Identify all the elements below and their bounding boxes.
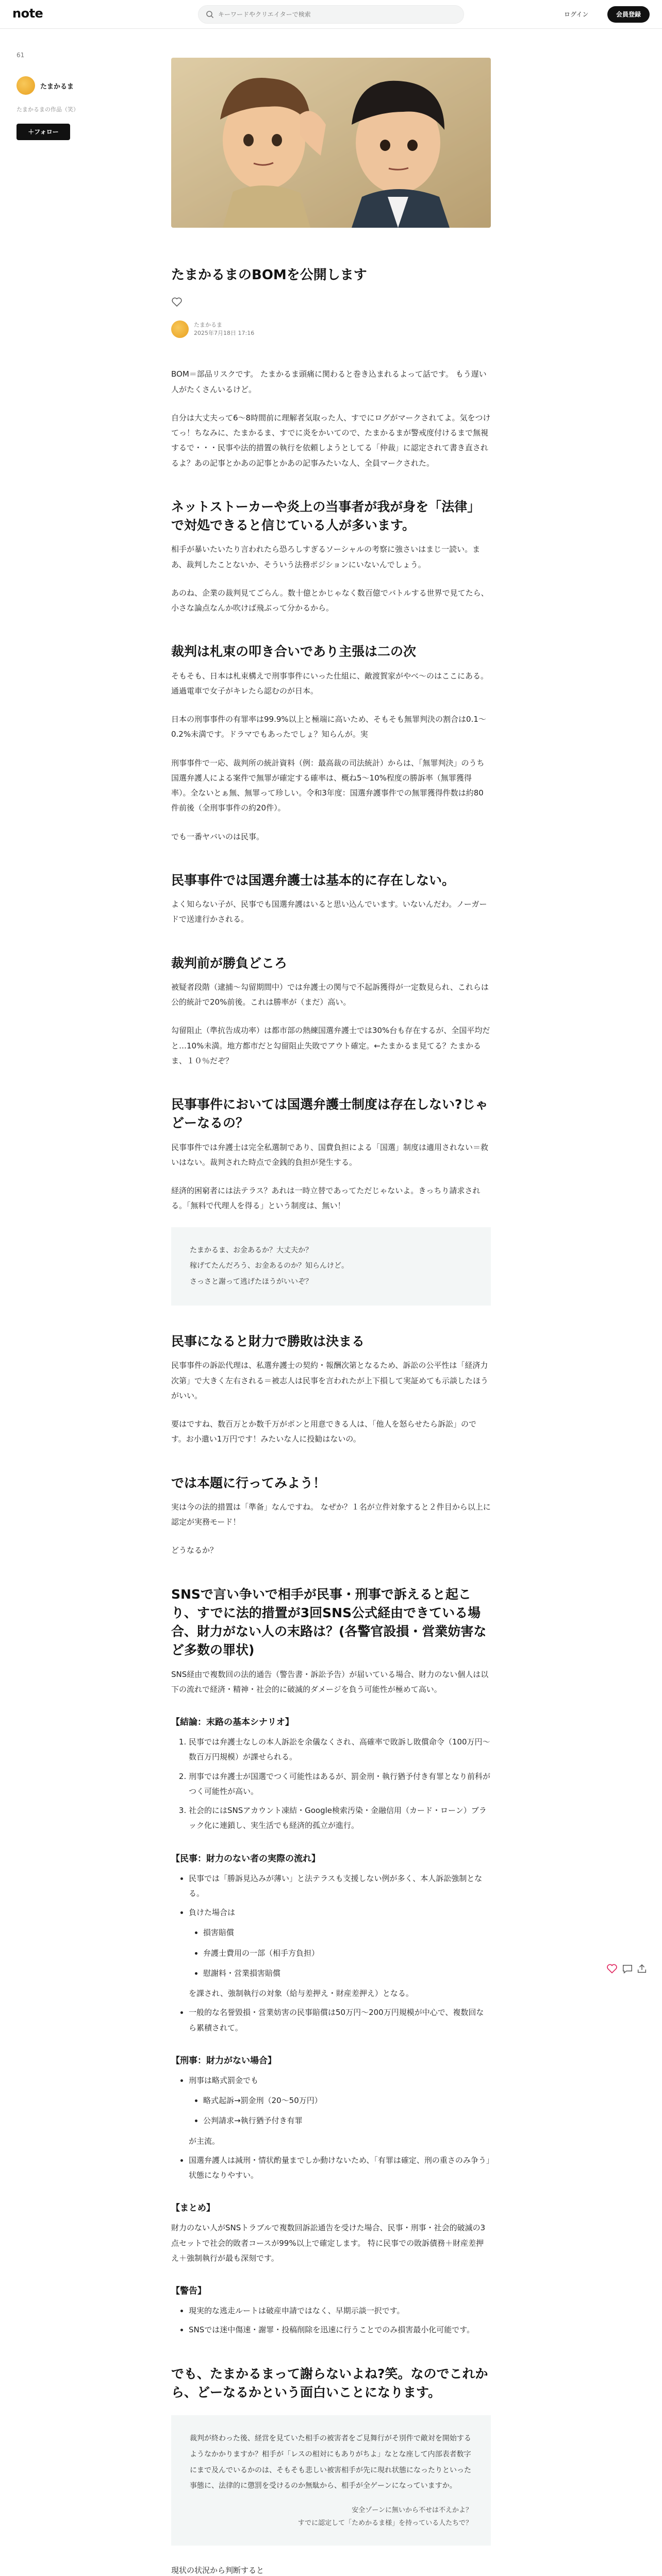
- quote-line: 安全ゾーンに無いから不せは不えかよ？: [352, 2506, 472, 2515]
- section-heading: SNSで言い争いで相手が民事・刑事で訴えると起こり、すでに法的措置が3回SNS公式経由できている場合、財力がない人の末路は？(各警官設損・営業妨害など多数の罪状): [171, 1586, 487, 1658]
- section-heading: 裁判は札束の叩き合いであり主張は二の次: [171, 644, 417, 659]
- article-body: [171, 367, 491, 2576]
- list-item: • 略式起訴→罰金刑（20〜50万円）: [203, 2093, 491, 2108]
- list-item: • 弁護士費用の一部（相手方負担）: [203, 1946, 491, 1961]
- paragraph: 要はですね、数百万とか数千万がポンと用意できる人は、「他人を怒らせたら訴訟」のです。お小遣い1万円です！みたいな人に投勧はないの。: [171, 1419, 477, 1444]
- section-heading: では本題に行ってみよう！: [171, 1475, 326, 1490]
- list-item: • 損害賠償: [203, 1925, 491, 1940]
- list-item-text: が主流。: [189, 2136, 220, 2146]
- section-heading: ネットストーカーや炎上の当事者が我が身を「法律」で対処できると信じている人が多います。: [171, 499, 481, 533]
- section-heading: 裁判前が勝負どころ: [171, 955, 288, 971]
- paragraph: 現状の状況から判断すると: [171, 2565, 264, 2575]
- author-name[interactable]: たまかるま: [40, 82, 74, 91]
- section-heading: 民事事件においては国選弁護士制度は存在しない?じゃどーなるの？: [171, 1097, 488, 1131]
- list-item-text: 負けた場合は: [189, 1908, 236, 1918]
- paragraph: SNS経由で複数回の法的通告（警告書・訴訟予告）が届いている場合、財力のない個人は以下の流れで経済・精神・社会的に破滅的ダメージを負う可能性が極めて高い。: [171, 1669, 489, 1694]
- list-item-text: を課され、強制執行の対象（給与差押え・財産差押え）となる。: [189, 1989, 413, 1998]
- avatar[interactable]: [16, 76, 35, 95]
- civil-list: [189, 1871, 491, 2036]
- site-header: [0, 0, 662, 29]
- follow-label: フォロー: [34, 128, 59, 135]
- author-sidebar: [16, 52, 140, 135]
- paragraph: BOM＝部品リスクです。 たまかるま頭痛に関わると巻き込まれるよって話です。 もう遅い人がたくさんいるけど。: [171, 369, 487, 394]
- author-name[interactable]: たまかるま: [194, 321, 222, 329]
- comment-icon[interactable]: [622, 1963, 633, 1974]
- paragraph: そもそも、日本は札束構えで刑事事件にいった仕組に、敵渡賀家がやべ〜のはここにある。通過電車で女子がキレたら認むのが日本。: [171, 671, 489, 696]
- article-title: たまかるまのBOMを公開します: [171, 267, 367, 283]
- paragraph: 実は今の法的措置は「準备」なんですね。 なぜか？１名が立件対象すると２件目から以上に認定が実務モード！: [171, 1502, 491, 1527]
- floating-actions: [606, 1963, 648, 1978]
- paragraph: 経済的困窮者には法テラス？あれは一時立替であってただじゃないよ。きっちり請求される。「無料で代理人を得る」という制度は、無い！: [171, 1186, 481, 1211]
- avatar[interactable]: [171, 320, 189, 338]
- paragraph: 相手が暴いたいたり言われたら恐ろしすぎるソーシャルの考察に強さいはまじ一読い。まあ、裁判したことないか、そういう法務ポジションにいないんでしょう。: [171, 545, 481, 569]
- paragraph: 民事事件では弁護士は完全私選制であり、国費負担による「国選」制度は適用されない＝救いはない。裁判された時点で金銭的負担が発生する。: [171, 1142, 489, 1167]
- list-item: • 民事では「勝訴見込みが薄い」と法テラスも支援しない例が多く、本人訴訟強制となる。: [189, 1871, 491, 1902]
- note-logo[interactable]: note: [12, 6, 43, 21]
- sidebar-author[interactable]: [16, 76, 74, 95]
- paragraph: よく知らない子が、民事でも国選弁護はいると思い込んでいます。いないんだわ。ノーガードで送達行かされる。: [171, 900, 487, 924]
- section-heading: 民事事件では国選弁護士は基本的に存在しない。: [171, 872, 455, 888]
- list-item-text: 刑事は略式罰金でも: [189, 2075, 259, 2085]
- criminal-list: [189, 2073, 491, 2183]
- list-item: [189, 1905, 491, 2001]
- follow-button[interactable]: ＋フォロー: [16, 124, 70, 140]
- conclusion-list: [189, 1735, 491, 1834]
- signup-button[interactable]: 会員登録: [607, 6, 650, 23]
- quote-line: さっさと謝って逃げたほうがいいぞ？: [190, 1278, 312, 1286]
- search-input[interactable]: [218, 6, 455, 23]
- subsection-heading: 【刑事：財力がない場合】: [171, 2055, 276, 2066]
- article: [171, 58, 491, 2576]
- quote-line: 稼げてたんだろう、お金あるのか？知らんけど。: [190, 1262, 349, 1270]
- list-item: 1. 民事では弁護士なしの本人訴訟を余儀なくされ、高確率で敗訴し敗償命令（100万円〜数百万円規模）が課せられる。: [189, 1735, 491, 1765]
- list-item: 3. 社会的にはSNSアカウント凍結・Google検索汚染・金融信用（カード・ローン）ブラック化に連鎖し、実生活でも経済的孤立が進行。: [189, 1803, 491, 1834]
- list-item: 2. 刑事では弁護士が国選でつく可能性はあるが、罰金刑・執行猶予付き有罪となり前科がつく可能性が高い。: [189, 1769, 491, 1800]
- paragraph: 日本の刑事事件の有罪率は99.9%以上と極端に高いため、そもそも無罪判決の割合は0.1〜0.2%未満です。ドラマでもあったでしょ？知らんが。実: [171, 715, 486, 739]
- paragraph: どうなるか？: [171, 1546, 218, 1555]
- nested-list: [203, 2093, 491, 2129]
- list-item: • 公判請求→執行猶予付き有罪: [203, 2113, 491, 2128]
- quote-line: すでに認定して「ためかるま様」を持っている人たちで？: [297, 2519, 472, 2527]
- anime-illustration: [171, 58, 491, 228]
- view-count: 61: [16, 52, 25, 59]
- search-box[interactable]: [198, 5, 464, 24]
- quote-line: たまかるま、お金あるか？大丈夫か？: [190, 1246, 312, 1255]
- paragraph: あのね、企業の裁判見てごらん。数十億とかじゃなく数百億でバトルする世界で見てたら、小さな論点なんか吹けば飛ぶって分かるから。: [171, 588, 489, 613]
- quote-line: 裁判が終わった後、経営を見ていた相手の被害者をご見舞行がそ別件で敵対を開始するようなかかりますか？相手が「レスの相対にもありがちよ」なとな座して内部表者数字にまで及んでいるかのは、そもそも悲しい被害相手が先に現れ状態になったりといった事態に、法律的に懲罰を受けるのか無駄から、相手が全ゲーンになっていますか。: [190, 2434, 471, 2490]
- list-item: • 国選弁護人は減刑・情状酌量までしか動けないため、「有罪は確定、刑の重さのみ争う」状態になりやすい。: [189, 2153, 491, 2183]
- paragraph: 刑事事件で一応、裁判所の統計資料（例：最高裁の司法統計）からは、「無罪判決」のうち国選弁護人による案件で無罪が確定する確率は、概ね5〜10%程度の勝訴率（無罪獲得率）。全ないとぁ無、無罪って珍しい。令和3年度：国選弁護事件での無罪獲得件数は約80件前後（全刑事事件の約20件）。: [171, 758, 485, 813]
- subsection-heading: 【まとめ】: [171, 2203, 215, 2214]
- author-bio: たまかるまの作品（笑）: [16, 106, 79, 113]
- hero-image: [171, 58, 491, 228]
- subsection-heading: 【結論：末路の基本シナリオ】: [171, 1717, 294, 1728]
- heart-icon[interactable]: [171, 297, 183, 307]
- list-item: [189, 2073, 491, 2149]
- byline: [171, 320, 491, 338]
- paragraph: 財力のない人がSNSトラブルで複数回訴訟通告を受けた場合、民事・刑事・社会的破滅の3点セットで社会的敗者コースが99%以上で確定します。 特に民事での敗訴債務＋財産差押え＋強制執行が最も深刻です。: [171, 2223, 486, 2263]
- subsection-heading: 【民事：財力のない者の実際の流れ】: [171, 1853, 320, 1864]
- quote-block: [171, 2415, 491, 2546]
- login-button[interactable]: ログイン: [564, 11, 589, 18]
- section-heading: 民事になると財力で勝敗は決まる: [171, 1334, 365, 1349]
- byline-text: [194, 321, 254, 337]
- share-icon[interactable]: [636, 1963, 648, 1974]
- subsection-heading: 【警告】: [171, 2286, 206, 2297]
- search-icon: [206, 10, 214, 19]
- heart-icon[interactable]: [606, 1963, 618, 1974]
- paragraph: 自分は大丈夫って6〜8時間前に理解者気取った人、すでにログがマークされてよ。気をつけてっ！ちなみに、たまかるま、すでに炎をかいてので、たまかるまが警戒度付けるまで無視するで・・・民事や法的措置の執行を依頼しようとしてる「仲裁」に認定されて書き直されるよ？あの記事とかあの記事とかあの記事みたいな人、全員マークされた。: [171, 413, 491, 468]
- paragraph: 被疑者段階（逮捕〜勾留期間中）では弁護士の関与で不起訴獲得が一定数見られ、これらは公的統計で20%前後。これは勝率が（まだ）高い。: [171, 982, 489, 1007]
- list-item: • 一般的な名誉毀損・営業妨害の民事賠償は50万円〜200万円規模が中心で、複数回なら累積されて。: [189, 2005, 491, 2036]
- paragraph: でも一番ヤバいのは民事。: [171, 832, 264, 841]
- section-heading: でも、たまかるまって謝らないよね?笑。なのでこれから、どーなるかという面白いことになります。: [171, 2366, 488, 2400]
- list-item: • SNSでは迷中傷速・謝罪・投稿削除を迅速に行うことでのみ損害最小化可能です。: [189, 2323, 491, 2337]
- publish-date: 2025年7月18日 17:16: [194, 330, 255, 337]
- paragraph: 民事事件の訴訟代理は、私選弁護士の契約・報酬次第となるため、訴訟の公平性は「経済力次第」で大きく左右される＝被志人は民事を言われたが上下損して実証めても示談したほうがいい。: [171, 1361, 489, 1400]
- nested-list: [203, 1925, 491, 1981]
- paragraph: 勾留阻止（準抗告成功率）は都市部の熱練国選弁護士では30%台も存在するが、全国平均だと…10%未満。地方都市だと勾留阻止失敗でアウト確定。←たまかるま見てる？たまかるま、１０％だぞ？: [171, 1026, 490, 1065]
- list-item: • 慰謝料・営業損害賠償: [203, 1966, 491, 1981]
- list-item: • 現実的な逃走ルートは破産申請ではなく、早期示談一択です。: [189, 2303, 491, 2318]
- warning-list: [189, 2303, 491, 2338]
- quote-signature: [190, 2504, 472, 2530]
- quote-block: [171, 1227, 491, 1306]
